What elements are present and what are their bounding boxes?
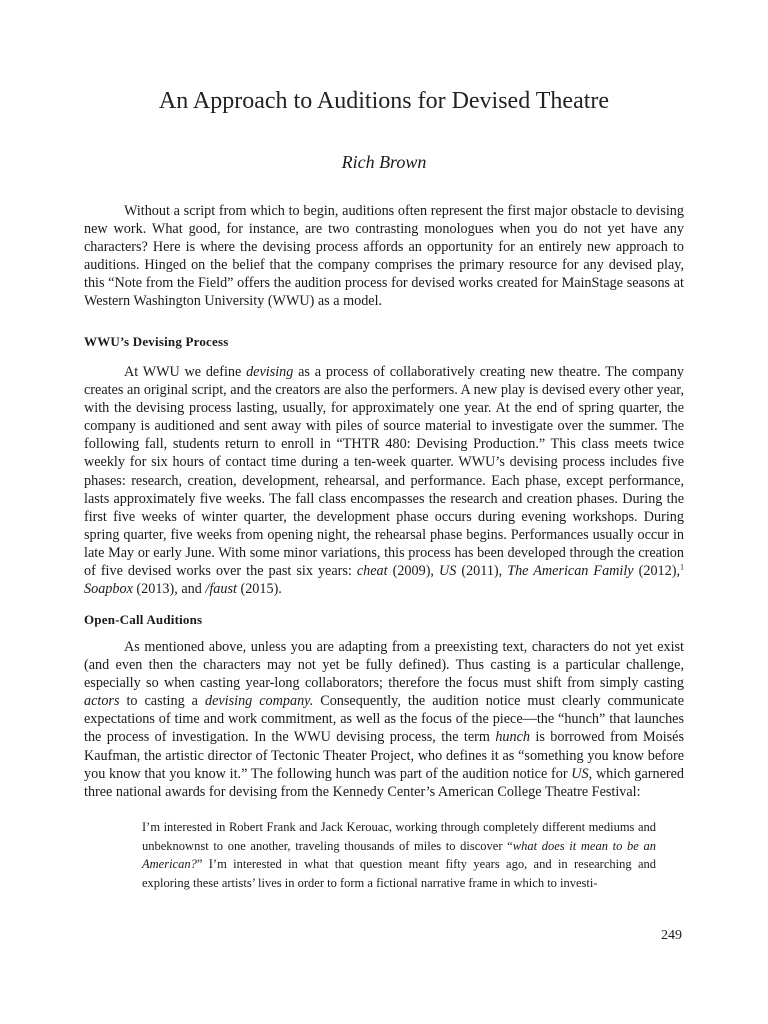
text-run: , which garnered three national awards for devising from the Kennedy Center’s American College Theatre Festival: [84, 765, 684, 800]
work-title-us: US [571, 765, 589, 782]
block-quote [142, 818, 656, 893]
article-title: An Approach to Auditions for Devised Theatre [158, 88, 610, 114]
text-run: ” I’m interested in what that question meant fifty years ago, and in researching and exploring these artists’ lives in order to form a fictional narrative frame in which to investi- [142, 857, 656, 891]
text-run: (2015). [236, 581, 282, 598]
section-heading-open-call: Open-Call Auditions [84, 612, 203, 627]
text-run: to casting a [119, 693, 205, 710]
work-title-soapbox: Soapbox [84, 581, 133, 598]
work-title-american-family: The American Family [507, 563, 634, 580]
emphasis-actors: actors [84, 693, 120, 710]
intro-paragraph: Without a script from which to begin, auditions often represent the first major obstacle to devising new work. What good, for instance, are two contrasting monologues when you do not yet have any characters? Here is where the devising process affords an opportunity for an entirely new approach to auditions. Hinged on the belief that the company comprises the primary resource for any devised play, this “Note from the Field” offers the audition process for devised works created for MainStage seasons at Western Washington University (WWU) as a model. [84, 203, 684, 310]
text-run: As mentioned above, unless you are adapting from a preexisting text, characters do not yet exist (and even then the characters may not yet be fully defined). Thus casting is a particular challenge, especially so when casting year-long collaborators; therefore the focus must shift from simply casting [84, 639, 684, 692]
text-run: (2011), [456, 563, 508, 580]
emphasis-devising: devising [246, 364, 294, 380]
emphasis-question: what does it mean to be an American? [142, 838, 656, 872]
emphasis-devising-company: devising company. [204, 693, 314, 710]
text-run: as a process of collaboratively creating new theatre. The company creates an original script, and the creators are also the performers. A new play is devised every other year, with the devising process lasting, usually, for approximately one year. At the end of spring quarter, the company is auditioned and sent away with piles of source material to investigate over the summer. The following fall, students return to enroll in “THTR 480: Devising Production.” This class meets twice weekly for six hours of contact time during a ten-week quarter. WWU’s devising process includes five phases: research, creation, development, rehearsal, and performance. Each phase, except performance, lasts approximately five weeks. The fall class encompasses the research and creation phases. During the first five weeks of winter quarter, the development phase occurs during evening workshops. During spring quarter, five weeks from opening night, the rehearsal phase begins. Performances usually occur in late May or early June. With some minor variations, this process has been developed through the creation of five devised works over the past six years: [84, 364, 685, 580]
text-run: (2013), and [132, 581, 206, 598]
open-call-paragraph [84, 638, 684, 801]
text-run: I’m interested in Robert Frank and Jack Kerouac, working through completely different mediums and unbeknownst to one another, traveling thousands of miles to discover “ [142, 820, 656, 853]
text-run: At WWU we define [124, 364, 247, 380]
emphasis-hunch: hunch [495, 729, 531, 746]
footnote-marker[interactable]: 1 [680, 562, 684, 572]
wwu-paragraph [84, 363, 684, 598]
work-title-faust: /faust [205, 581, 237, 598]
section-heading-wwu: WWU’s Devising Process [84, 334, 229, 349]
work-title-us: US [438, 563, 457, 580]
article-author: Rich Brown [341, 152, 427, 172]
text-run: is borrowed from Moisés Kaufman, the artistic director of Tectonic Theater Project, who defines it as “something you know before you know that you know it.” The following hunch was part of the audition notice for [84, 729, 684, 782]
text-run: Consequently, the audition notice must clearly communicate expectations of time and work commitment, as well as the focus of the piece—the “hunch” that launches the process of investigation. In the WWU devising process, the term [84, 693, 684, 746]
text-run: (2009), [387, 563, 439, 580]
page-number: 249 [661, 928, 682, 943]
text-run: (2012), [633, 563, 680, 580]
work-title-cheat: cheat [356, 563, 388, 580]
